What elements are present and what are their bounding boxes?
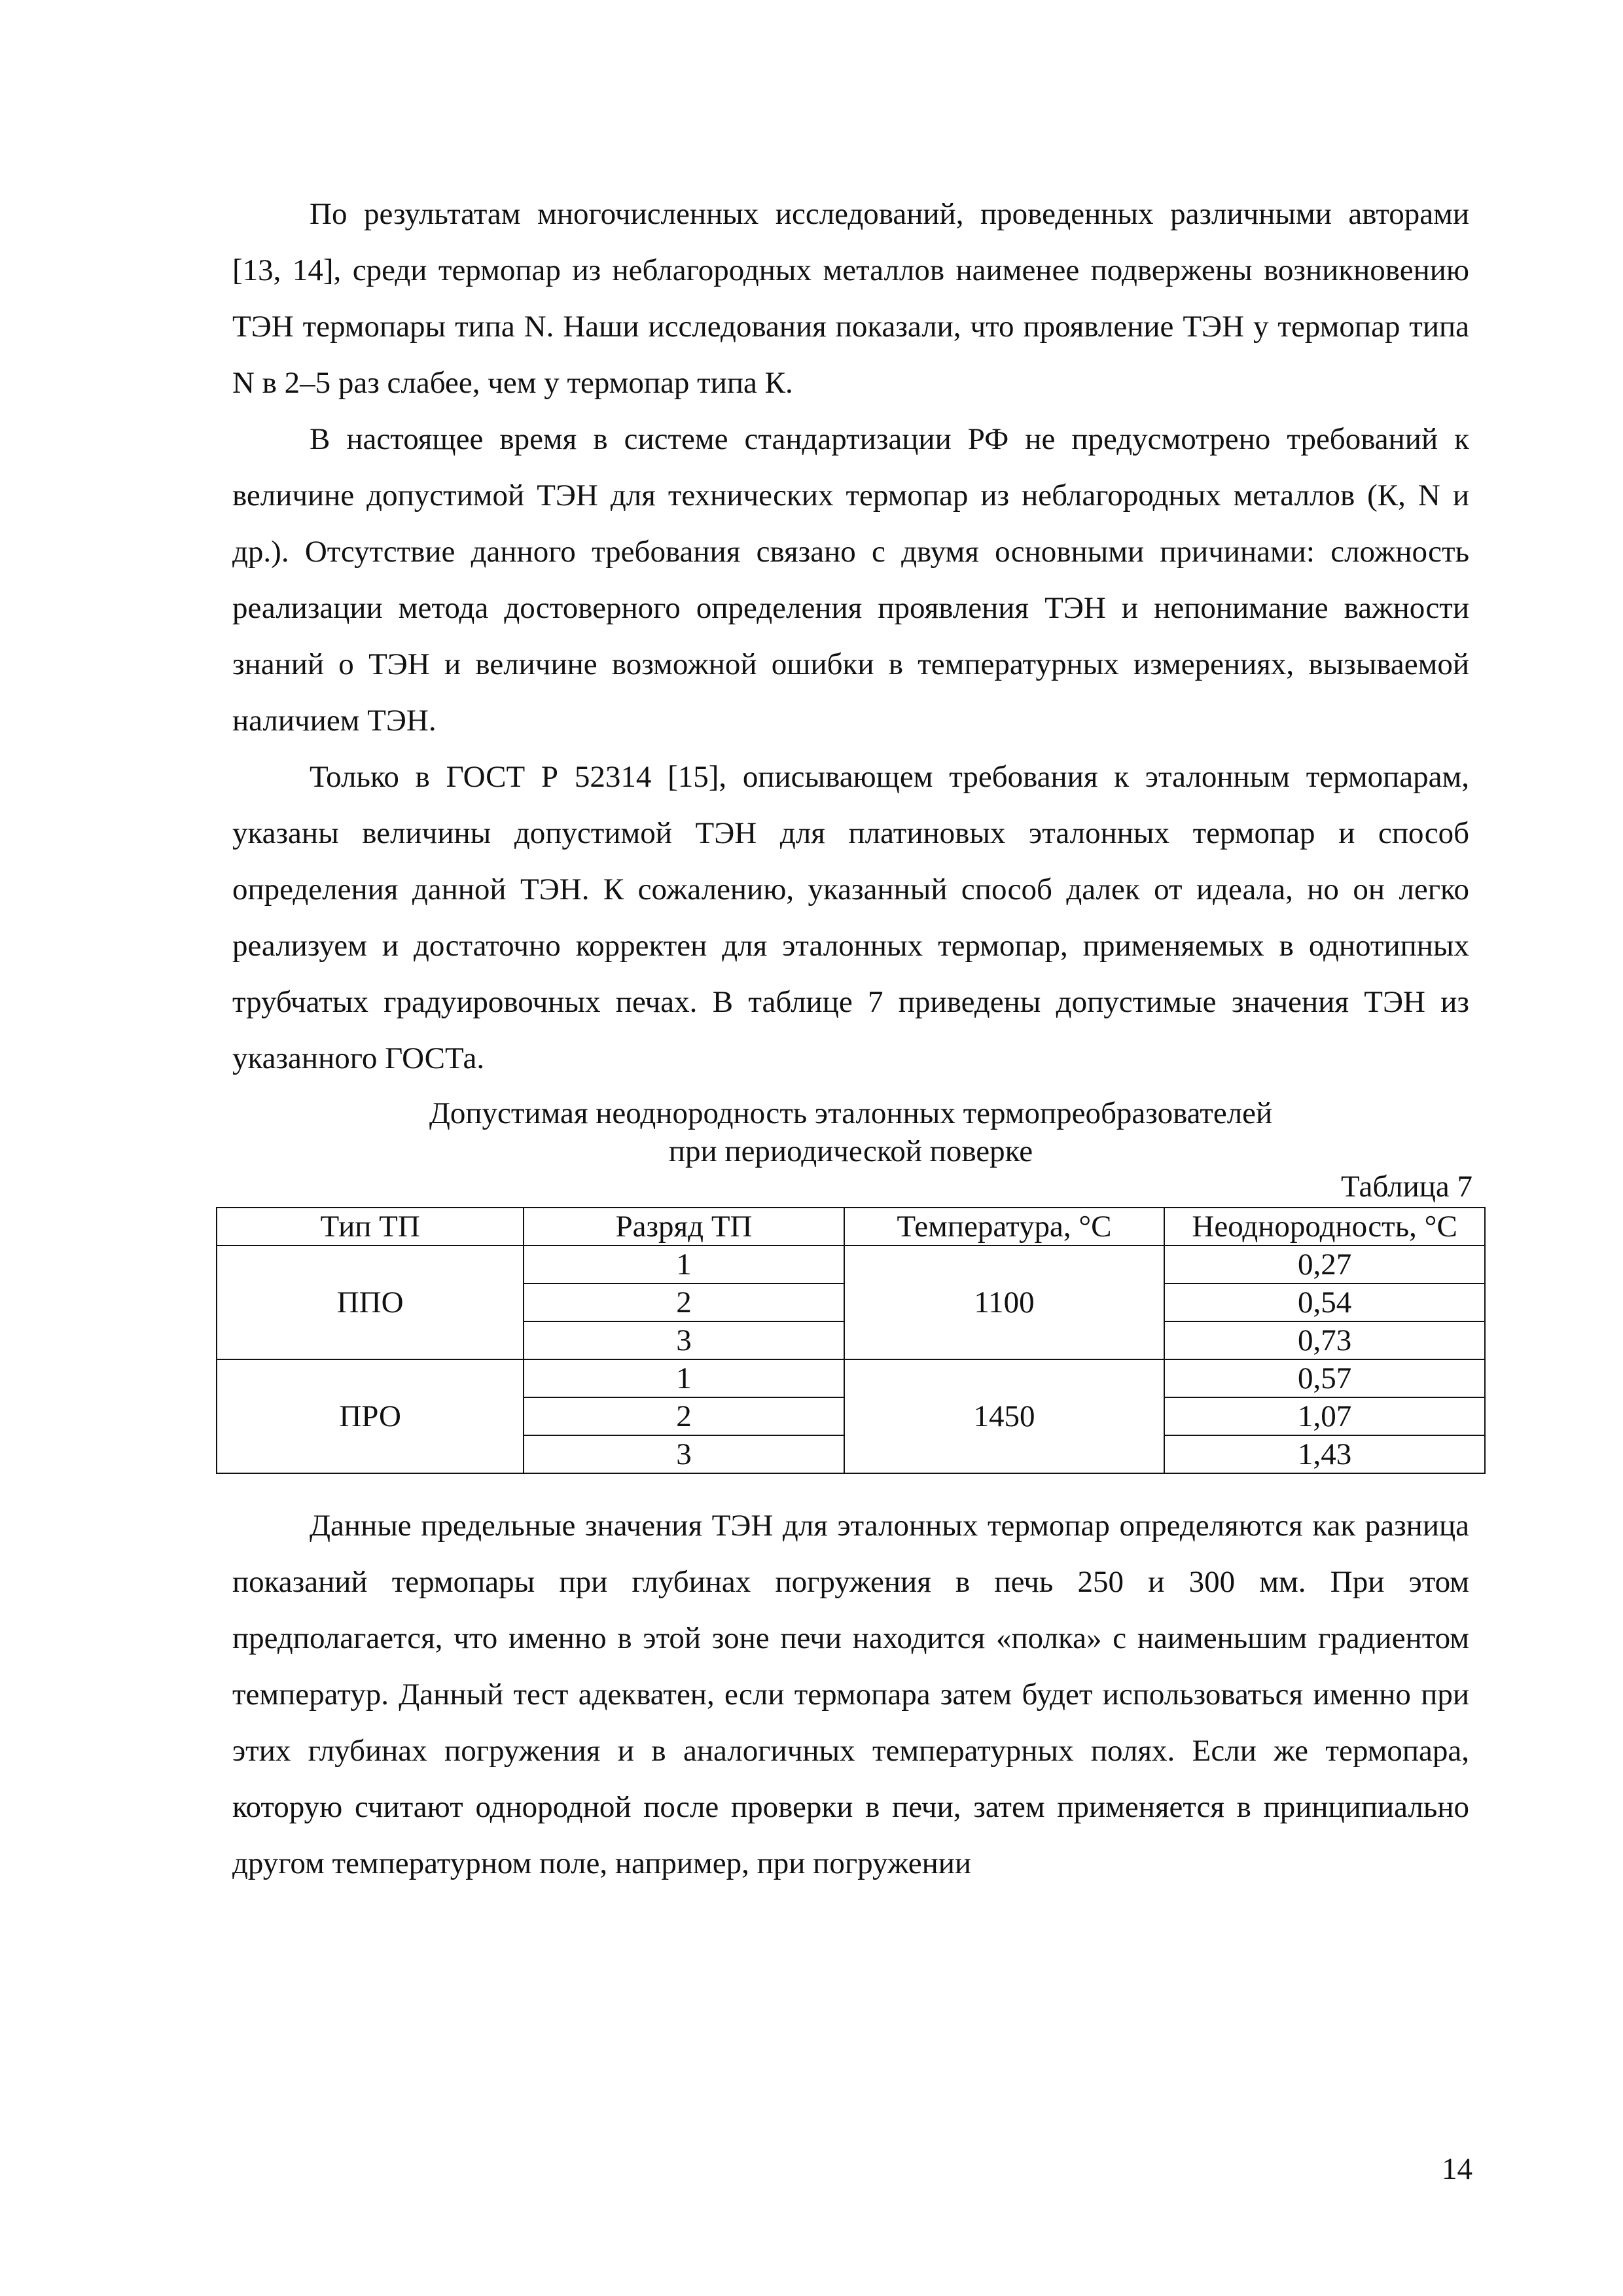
temperature-cell: 1100	[844, 1246, 1165, 1359]
header-cell-grade: Разряд ТП	[524, 1208, 844, 1246]
temperature-cell: 1450	[844, 1359, 1165, 1473]
inhomogeneity-cell: 0,73	[1164, 1321, 1485, 1359]
inhomogeneity-cell: 0,27	[1164, 1246, 1485, 1283]
table-caption-line: Допустимая неоднородность эталонных термопреобразователей	[429, 1096, 1273, 1130]
grade-cell: 2	[524, 1397, 844, 1435]
inhomogeneity-table	[216, 1207, 1486, 1474]
table-header-row	[217, 1208, 1485, 1246]
type-cell: ПРО	[217, 1359, 524, 1473]
grade-cell: 2	[524, 1283, 844, 1321]
grade-cell: 1	[524, 1246, 844, 1283]
paragraph: В настоящее время в системе стандартизации РФ не предусмотрено требований к величине допустимой ТЭН для технических термопар из неблагородных металлов (К, N и др.). Отсутствие данного требования связано с двумя основными причинами: сложность реализации метода достоверного определения проявления ТЭН и непонимание важности знаний о ТЭН и величине возможной ошибки в температурных измерениях, вызываемой наличием ТЭН.	[232, 422, 1469, 738]
body-text-after-table	[232, 1498, 1469, 1892]
table-row	[217, 1359, 1485, 1397]
paragraph: Данные предельные значения ТЭН для эталонных термопар определяются как разница показаний термопары при глубинах погружения в печь 250 и 300 мм. При этом предполагается, что именно в этой зоне печи находится «полка» с наименьшим градиентом температур. Данный тест адекватен, если термопара затем будет использоваться именно при этих глубинах погружения и в аналогичных температурных полях. Если же термопара, которую считают однородной после проверки в печи, затем применяется в принципиально другом температурном поле, например, при погружении	[232, 1509, 1469, 1880]
inhomogeneity-cell: 1,07	[1164, 1397, 1485, 1435]
grade-cell: 3	[524, 1435, 844, 1473]
header-cell-inhomogeneity: Неоднородность, °С	[1164, 1208, 1485, 1246]
header-cell-temperature: Температура, °С	[844, 1208, 1165, 1246]
paragraph: По результатам многочисленных исследований, проведенных различными авторами [13, 14], среди термопар из неблагородных металлов наименее подвержены возникновению ТЭН термопары типа N. Наши исследования показали, что проявление ТЭН у термопар типа N в 2–5 раз слабее, чем у термопар типа К.	[232, 197, 1469, 400]
table-row	[217, 1246, 1485, 1283]
header-cell-type: Тип ТП	[217, 1208, 524, 1246]
grade-cell: 3	[524, 1321, 844, 1359]
inhomogeneity-cell: 1,43	[1164, 1435, 1485, 1473]
grade-cell: 1	[524, 1359, 844, 1397]
body-text-before-table	[232, 186, 1469, 1086]
paragraph: Только в ГОСТ Р 52314 [15], описывающем требования к эталонным термопарам, указаны величины допустимой ТЭН для платиновых эталонных термопар и способ определения данной ТЭН. К сожалению, указанный способ далек от идеала, но он легко реализуем и достаточно корректен для эталонных термопар, применяемых в однотипных трубчатых градуировочных печах. В таблице 7 приведены допустимые значения ТЭН из указанного ГОСТа.	[232, 760, 1469, 1075]
table-number: Таблица 7	[1340, 1170, 1472, 1204]
type-cell: ППО	[217, 1246, 524, 1359]
inhomogeneity-cell: 0,57	[1164, 1359, 1485, 1397]
table-caption-line: при периодической поверке	[668, 1134, 1033, 1168]
page-number: 14	[1442, 2152, 1472, 2186]
inhomogeneity-cell: 0,54	[1164, 1283, 1485, 1321]
table-caption	[232, 1094, 1469, 1170]
